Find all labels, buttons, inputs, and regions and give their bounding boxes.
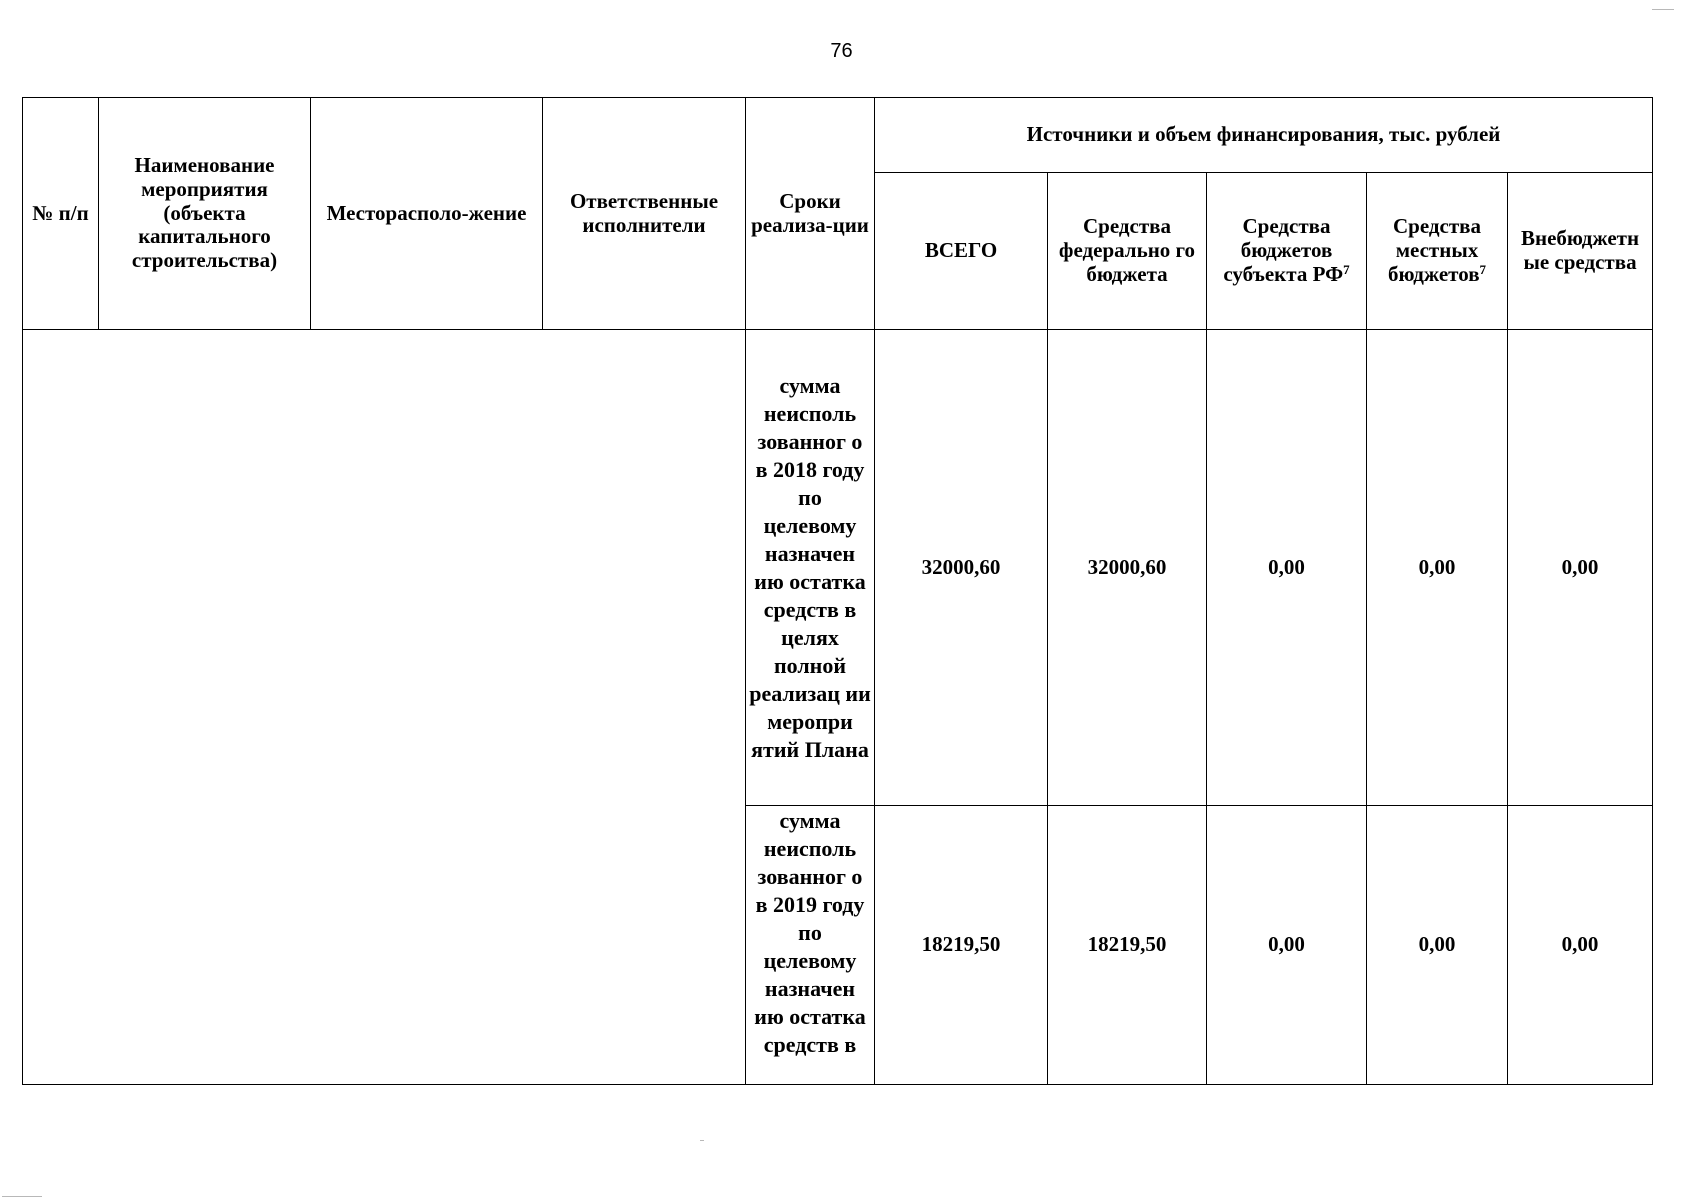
header-local bbox=[1367, 173, 1508, 330]
subject-cell: 0,00 bbox=[1207, 330, 1367, 806]
subject-cell: 0,00 bbox=[1207, 806, 1367, 1085]
header-num: № п/п bbox=[23, 98, 99, 330]
merged-empty-cell bbox=[23, 330, 746, 1085]
total-cell: 18219,50 bbox=[875, 806, 1048, 1085]
scan-artifact bbox=[2, 1196, 42, 1197]
footnote-ref: 7 bbox=[1343, 261, 1350, 277]
header-period: Сроки реализа-ции bbox=[746, 98, 875, 330]
period-cell: сумма неисполь зованног о в 2018 году по целевому назначен ию остатка средств в целях полной реализац ии меропри ятий Плана bbox=[746, 330, 875, 806]
local-cell: 0,00 bbox=[1367, 330, 1508, 806]
table-row bbox=[23, 330, 1653, 806]
header-responsible: Ответственные исполнители bbox=[543, 98, 746, 330]
header-funding-group: Источники и объем финансирования, тыс. рублей bbox=[875, 98, 1653, 173]
period-text: сумма неисполь зованног о в 2019 году по целевому назначен ию остатка средств в bbox=[754, 808, 866, 1057]
footnote-ref: 7 bbox=[1479, 261, 1487, 277]
total-cell: 32000,60 bbox=[875, 330, 1048, 806]
scan-artifact bbox=[1652, 9, 1674, 10]
header-location: Месторасполо-жение bbox=[311, 98, 543, 330]
funding-table bbox=[22, 97, 1653, 1085]
local-cell: 0,00 bbox=[1367, 806, 1508, 1085]
extra-cell: 0,00 bbox=[1508, 330, 1653, 806]
header-name: Наименование мероприятия (объекта капитального строительства) bbox=[99, 98, 311, 330]
header-extra: Внебюджетн ые средства bbox=[1508, 173, 1653, 330]
header-row-1 bbox=[23, 98, 1653, 173]
header-total: ВСЕГО bbox=[875, 173, 1048, 330]
extra-cell: 0,00 bbox=[1508, 806, 1653, 1085]
header-federal: Средства федерально го бюджета bbox=[1048, 173, 1207, 330]
scan-artifact bbox=[700, 1140, 704, 1141]
federal-cell: 18219,50 bbox=[1048, 806, 1207, 1085]
header-local-label: Средства местных бюджетов bbox=[1387, 214, 1481, 286]
federal-cell: 32000,60 bbox=[1048, 330, 1207, 806]
period-cell bbox=[746, 806, 875, 1085]
header-subject bbox=[1207, 173, 1367, 330]
page-number: 76 bbox=[830, 40, 853, 62]
header-subject-label: Средства бюджетов субъекта РФ bbox=[1223, 214, 1344, 286]
